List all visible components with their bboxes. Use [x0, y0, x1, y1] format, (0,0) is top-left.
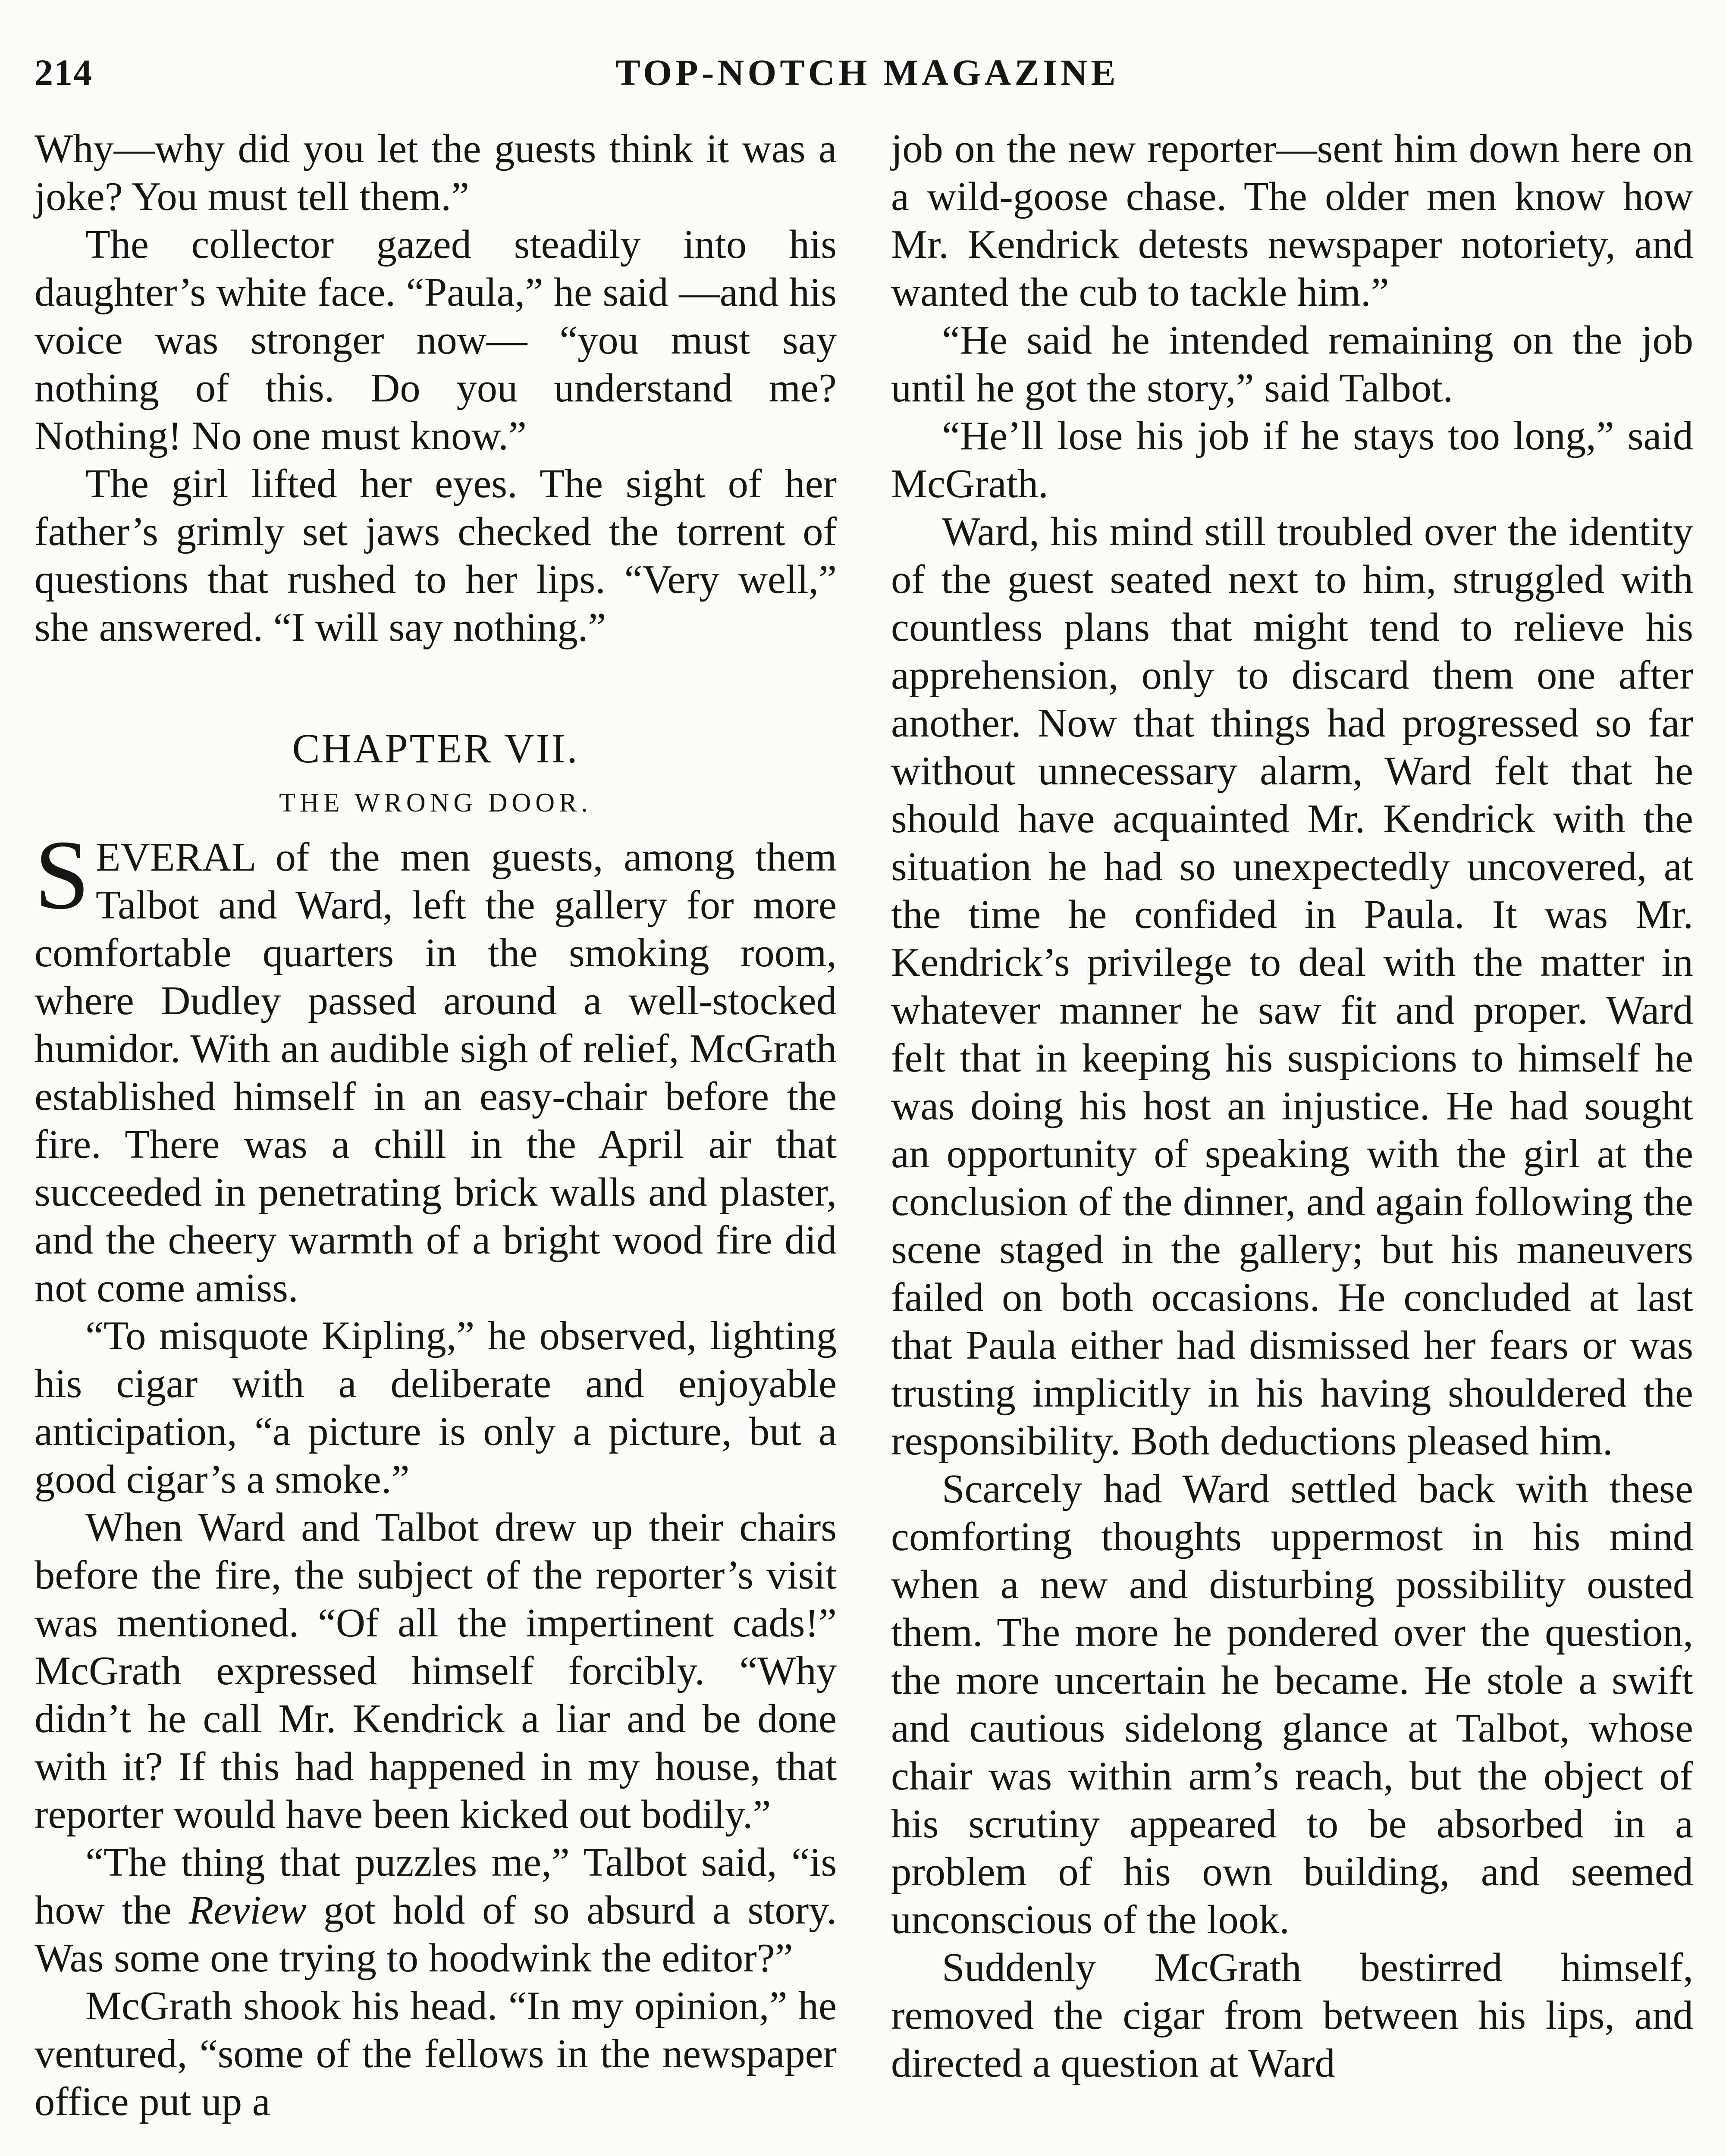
paragraph: Why—why did you let the guests think it was a joke? You must tell them.” — [35, 126, 837, 219]
paragraph: “He said he intended remaining on the job until he got the story,” said Talbot. — [891, 318, 1693, 411]
paragraph: The collector gazed steadily into his daughter’s white face. “Paula,” he said —and his voice was stronger now— “you must say nothing of this. Do you understand me? Nothing! No one must know.” — [35, 222, 837, 458]
paragraph-chapter-opening — [35, 820, 837, 1312]
paragraph: The girl lifted her eyes. The sight of her father’s grimly set jaws checked the torrent of questions that rushed to her lips. “Very well,” she answered. “I will say nothing.” — [35, 461, 837, 650]
paragraph: “He’ll lose his job if he stays too long,” said McGrath. — [891, 414, 1693, 506]
paragraph: job on the new reporter—sent him down here on a wild-goose chase. The older men know how Mr. Kendrick detests newspaper notoriety, and wanted the cub to tackle him.” — [891, 126, 1693, 315]
paragraph: Ward, his mind still troubled over the identity of the guest seated next to him, struggled with countless plans that might tend to relieve his apprehension, only to discard them one after another. Now that things had progressed so far without unnecessary alarm, Ward felt that he should have acquainted Mr. Kendrick with the situation he had so unexpectedly uncovered, at the time he confided in Paula. It was Mr. Kendrick’s privilege to deal with the matter in whatever manner he saw fit and proper. Ward felt that in keeping his suspicions to himself he was doing his host an injustice. He had sought an opportunity of speaking with the girl at the conclusion of the dinner, and again following the scene staged in the gallery; but his maneuvers failed on both occasions. He concluded at last that Paula either had dismissed her fears or was trusting implicitly in his having shouldered the responsibility. Both deductions pleased him. — [891, 509, 1693, 1463]
paragraph: “To misquote Kipling,” he observed, lighting his cigar with a deliberate and enjoyable anticipation, “a picture is only a picture, but a good cigar’s a smoke.” — [35, 1313, 837, 1502]
paragraph: McGrath shook his head. “In my opinion,” he ventured, “some of the fellows in the newspaper office put up a — [35, 1984, 837, 2124]
paragraph: When Ward and Talbot drew up their chairs before the fire, the subject of the reporter’s visit was mentioned. “Of all the impertinent cads!” McGrath expressed himself forcibly. “Why didn’t he call Mr. Kendrick a liar and be done with it? If this had happened in my house, that reporter would have been kicked out bodily.” — [35, 1505, 837, 1837]
paragraph: Suddenly McGrath bestirred himself, removed the cigar from between his lips, and directed a question at Ward — [891, 1945, 1693, 2086]
running-head: TOP-NOTCH MAGAZINE — [615, 52, 1119, 93]
drop-cap: S — [35, 820, 90, 930]
paragraph-text: EVERAL of the men guests, among them Talbot and Ward, left the gallery for more comfortable quarters in the smoking room, where Dudley passed around a well-stocked humidor. With an audible sigh of relief, McGrath established himself in an easy-chair before the fire. There was a chill in the April air that succeeded in penetrating brick walls and plaster, and the cheery warmth of a bright wood fire did not come amiss. — [35, 835, 837, 1310]
right-column — [891, 125, 1693, 2087]
paragraph-text: “The thing that puzzles me,” Talbot said, “is how the — [35, 1840, 837, 1933]
page-header — [35, 51, 1700, 98]
left-column — [35, 125, 837, 2126]
page-number: 214 — [35, 52, 93, 93]
paragraph-text: got hold of so absurd a story. Was some one trying to hoodwink the editor?” — [35, 1888, 837, 1981]
paragraph: Scarcely had Ward settled back with these comforting thoughts uppermost in his mind when a new and disturbing possibility ousted them. The more he pondered over the question, the more uncertain he became. He stole a swift and cautious sidelong glance at Talbot, whose chair was within arm’s reach, but the object of his scrutiny appeared to be absorbed in a problem of his own building, and seemed unconscious of the look. — [891, 1467, 1693, 1942]
italic-title: Review — [188, 1888, 307, 1933]
chapter-title: CHAPTER VII. — [292, 725, 579, 771]
paragraph — [35, 1839, 837, 1982]
chapter-subtitle: THE WRONG DOOR. — [279, 788, 592, 818]
